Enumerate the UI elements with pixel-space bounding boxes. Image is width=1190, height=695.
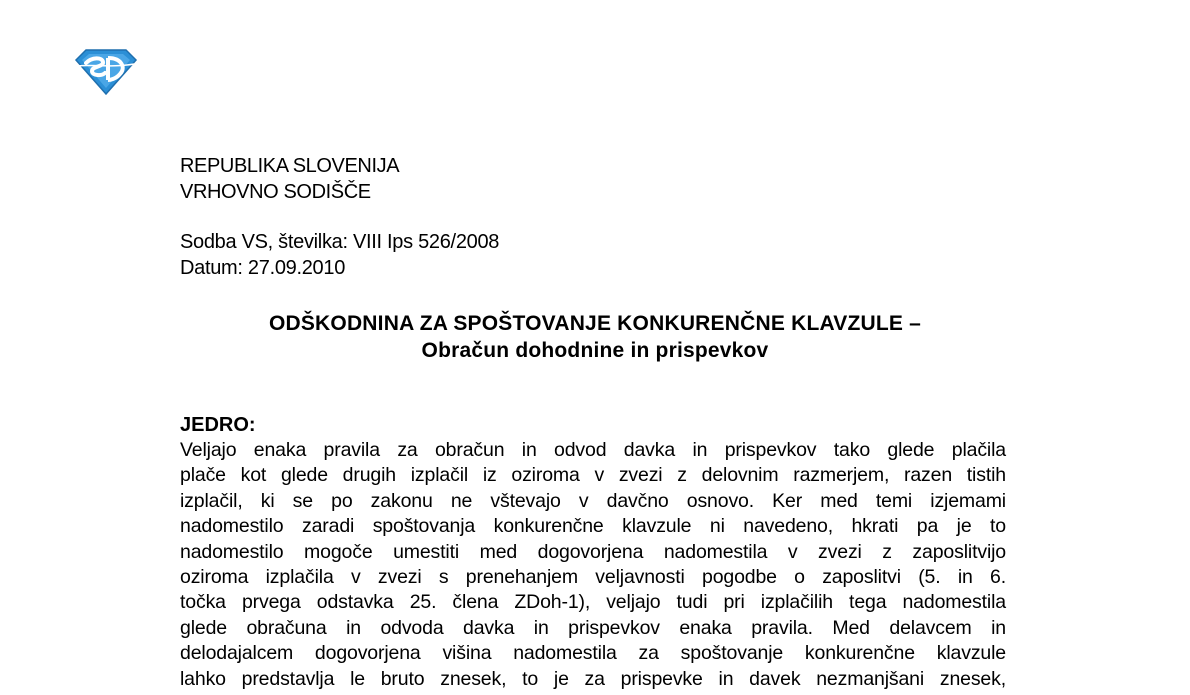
- title-line-2: Obračun dohodnine in prispevkov: [421, 339, 769, 362]
- core-line: nadomestilo mogoče umestiti med dogovorjena nadomestila v zvezi z zaposlitvijo: [180, 540, 1006, 563]
- case-date: Datum: 27.09.2010: [180, 257, 346, 279]
- document-title: [180, 310, 1010, 364]
- core-line: delodajalcem dogovorjena višina nadomestila za spoštovanje konkurenčne klavzule: [180, 642, 1006, 665]
- core-line: glede obračuna in odvoda davka in prispevkov enaka pravila. Med delavcem in: [180, 616, 1006, 639]
- core-line: izplačil, ki se po zakonu ne vštevajo v davčno osnovo. Ker med temi izjemami: [180, 489, 1006, 512]
- core-line: nadomestilo zaradi spoštovanja konkurenčne klavzule ni navedeno, hkrati pa je to: [180, 515, 1006, 538]
- organization-header: [180, 153, 399, 205]
- core-line: Veljajo enaka pravila za obračun in odvod davka in prispevkov tako glede plačila: [180, 439, 1006, 461]
- court-logo-icon: [72, 46, 140, 98]
- org-line-court: VRHOVNO SODIŠČE: [180, 181, 371, 203]
- core-line: oziroma izplačila v zvezi s prenehanjem veljavnosti pogodbe o zaposlitvi (5. in 6.: [180, 566, 1006, 589]
- core-body: [180, 438, 1006, 692]
- case-number: Sodba VS, številka: VIII Ips 526/2008: [180, 231, 500, 253]
- title-line-1: ODŠKODNINA ZA SPOŠTOVANJE KONKURENČNE KLAVZULE –: [268, 312, 922, 335]
- core-line: lahko predstavlja le bruto znesek, to je za prispevke in davek nezmanjšani znesek,: [180, 667, 1006, 690]
- org-line-republic: REPUBLIKA SLOVENIJA: [180, 155, 400, 177]
- core-line: plače kot glede drugih izplačil iz oziroma v zvezi z delovnim razmerjem, razen tistih: [180, 464, 1006, 487]
- core-heading: JEDRO:: [180, 414, 256, 436]
- case-info: [180, 229, 499, 281]
- core-line: točka prvega odstavka 25. člena ZDoh-1), veljajo tudi pri izplačilih tega nadomestila: [180, 591, 1006, 614]
